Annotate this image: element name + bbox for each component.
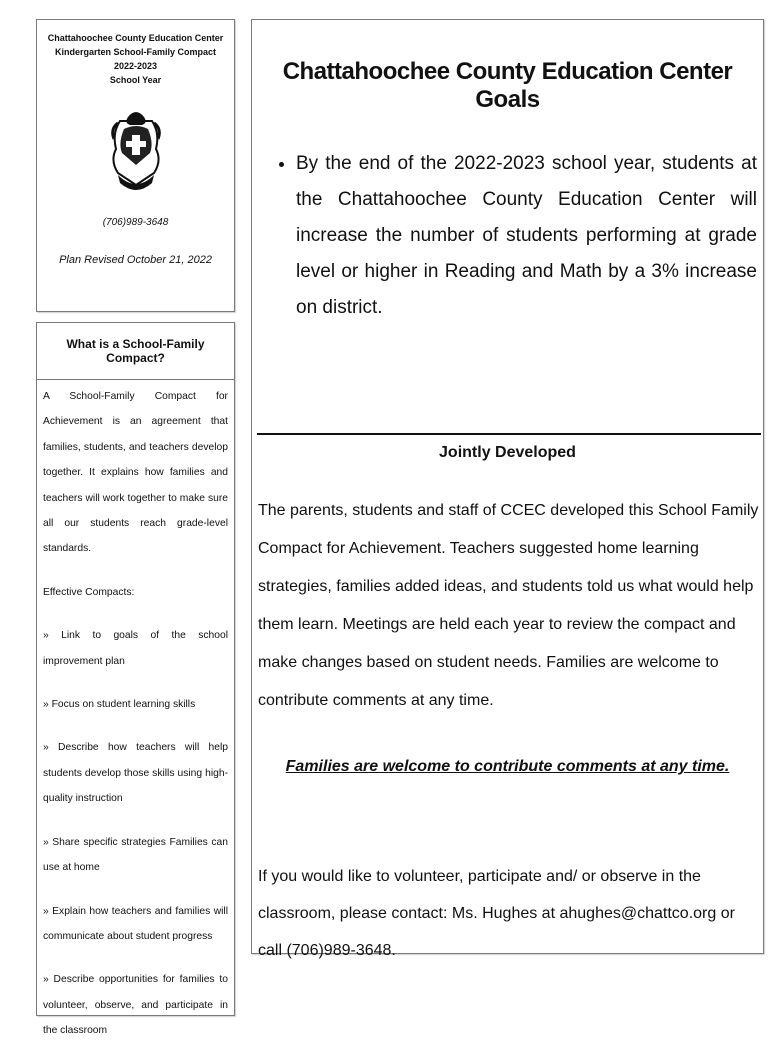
compact-divider [37,379,234,380]
compact-item: » Explain how teachers and families will communicate about student progress [43,905,228,942]
section-divider [257,433,761,435]
compact-body [43,384,228,1044]
plan-revised-date: Plan Revised October 21, 2022 [59,254,212,266]
goal-item: • By the end of the 2022-2023 school year, students at the Chattahoochee County Education Center will increase the number of students performing at grade level or higher in Reading and Math by a 3% increase on district. [296,146,757,326]
school-crest-icon [108,109,164,193]
compact-item: » Describe how teachers will help students develop those skills using high-quality instruction [43,742,228,805]
cover-panel [36,19,235,312]
school-name: Chattahoochee County Education Center [47,33,224,43]
goals-list [278,146,757,326]
cover-heading [43,31,228,87]
cover-phone: (706)989-3648 [102,217,169,228]
jointly-developed-title: Jointly Developed [439,444,576,461]
compact-item: » Link to goals of the school improvement plan [43,630,228,667]
compact-title: What is a School-Family Compact? [66,337,205,365]
school-year: School Year [109,75,162,85]
goals-title: Chattahoochee County Education Center Goals [282,58,733,113]
main-panel [251,19,764,959]
volunteer-contact: If you would like to volunteer, participate and/ or observe in the classroom, please contact: Ms. Hughes at ahughes@chattco.org or call (706)989-3648. [258,868,735,959]
compact-panel [36,322,235,1037]
effective-compacts-label: Effective Compacts: [43,586,135,598]
compact-item: » Focus on student learning skills [43,699,196,711]
compact-item: » Describe opportunities for families to volunteer, observe, and participate in the classroom [43,974,228,1037]
compact-intro: A School-Family Compact for Achievement is an agreement that families, students, and teachers develop together. It explains how families and teachers will work together to make sure all our students reach grade-level standards. [43,391,228,555]
compact-item: » Share specific strategies Families can use at home [43,836,228,874]
families-welcome-note: Families are welcome to contribute comments at any time. [285,758,730,775]
jointly-developed-body: The parents, students and staff of CCEC developed this School Family Compact for Achievement. Teachers suggested home learning strategies, families added ideas, and students told us what would help them learn. Meetings are held each year to review the compact and make changes based on student needs. Families are welcome to contribute comments at any time. [258,502,759,709]
compact-name: Kindergarten School-Family Compact 2022-2023 [54,47,217,71]
